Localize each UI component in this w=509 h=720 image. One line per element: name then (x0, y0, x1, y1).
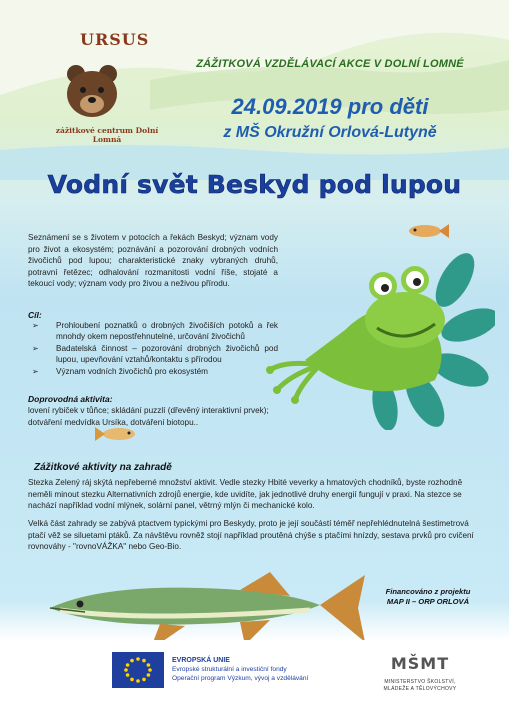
goals-heading: Cíl: (28, 310, 42, 320)
funding-note: Financováno z projektu MAP II – ORP ORLOVÁ (385, 587, 471, 606)
goals-list (28, 320, 278, 378)
activity-heading: Doprovodná aktivita: (28, 394, 113, 404)
eu-flag-icon (112, 652, 164, 688)
list-item: ➢ Prohloubení poznatků o drobných živočiších potoků a řek mnohdy okem nepostřehnutelné, určování živočichů (32, 321, 278, 341)
activity-text: lovení rybiček v tůňce; skládání puzzlí (dřevěný interaktivní prvek); dotváření medvídka Ursíka, dotváření biotopu.. (28, 406, 269, 427)
msmt-logo: MŠMT MINISTERSTVO ŠKOLSTVÍ, MLÁDEŽE A TĚLOVÝCHOVY (360, 654, 480, 692)
bullet-arrow-icon: ➢ (32, 367, 39, 376)
page-title: Vodní svět Beskyd pod lupou (47, 170, 462, 199)
list-item: ➢ Badatelská činnost – pozorování drobných živočichů pod lupou, upevňování vztahů/kontaktu s přírodou (32, 344, 278, 364)
event-subtitle: ZÁŽITKOVÁ VZDĚLÁVACÍ AKCE V DOLNÍ LOMNÉ (196, 58, 464, 70)
small-fish-icon (405, 222, 449, 240)
school-name: z MŠ Okružní Orlová-Lutyně (223, 124, 437, 141)
list-item: ➢ Význam vodních živočichů pro ekosystém (32, 367, 208, 376)
bear-logo (67, 65, 117, 117)
msmt-logo-icon: MŠMT (390, 654, 450, 673)
eu-program-text: EVROPSKÁ UNIE Evropské strukturální a investiční fondy Operační program Výzkum, vývoj a vzdělávání (172, 657, 309, 682)
bullet-arrow-icon: ➢ (32, 321, 39, 330)
logo-subtitle: zážitkové centrum Dolní Lomná (55, 126, 159, 144)
logo-name: URSUS (80, 30, 150, 49)
intro-paragraph: Seznámení se s životem v potocích a řekách Beskyd; význam vody pro život a ekosystém; poznávání a pozorování drobných vodních živočichů pod lupou; charakteristické znaky vybraných druhů, potravní řetězec; odhalování rozmanitosti vodní říše, stojaté a tekoucí vody; význam vody pro živou a neživou přírodu. (28, 233, 278, 288)
garden-heading: Zážitkové aktivity na zahradě (34, 462, 172, 473)
garden-paragraph-1: Stezka Zelený ráj skýtá nepřeberné množství aktivit. Vedle stezky Hbité veverky a hmatových chodníků, byste rozhodně neměli minout stezku Alternativních zdrojů energie, kde uvidíte, jak jednotlivé druhy energií fungují v praxi. Na stezce se nachází například vodní mlýnek, solární panel, větrný mlýn či mechanické kolo. (28, 478, 463, 510)
garden-paragraph-2: Velká část zahrady se zabývá ptactvem typickými pro Beskydy, proto je její součástí téměř nepřehlédnutelná šestimetrová ptačí věž se siluetami ptáků. Za návštěvu rovněž stojí například proutěná chýše s ptačími hnízdy, sestava prvků pro cvičení rovnováhy - "rovnoVÁŽKA" nebo Geo-Bio. (28, 519, 474, 551)
bullet-arrow-icon: ➢ (32, 344, 39, 353)
event-date: 24.09.2019 pro děti (231, 94, 429, 119)
frog-illustration (265, 240, 495, 430)
